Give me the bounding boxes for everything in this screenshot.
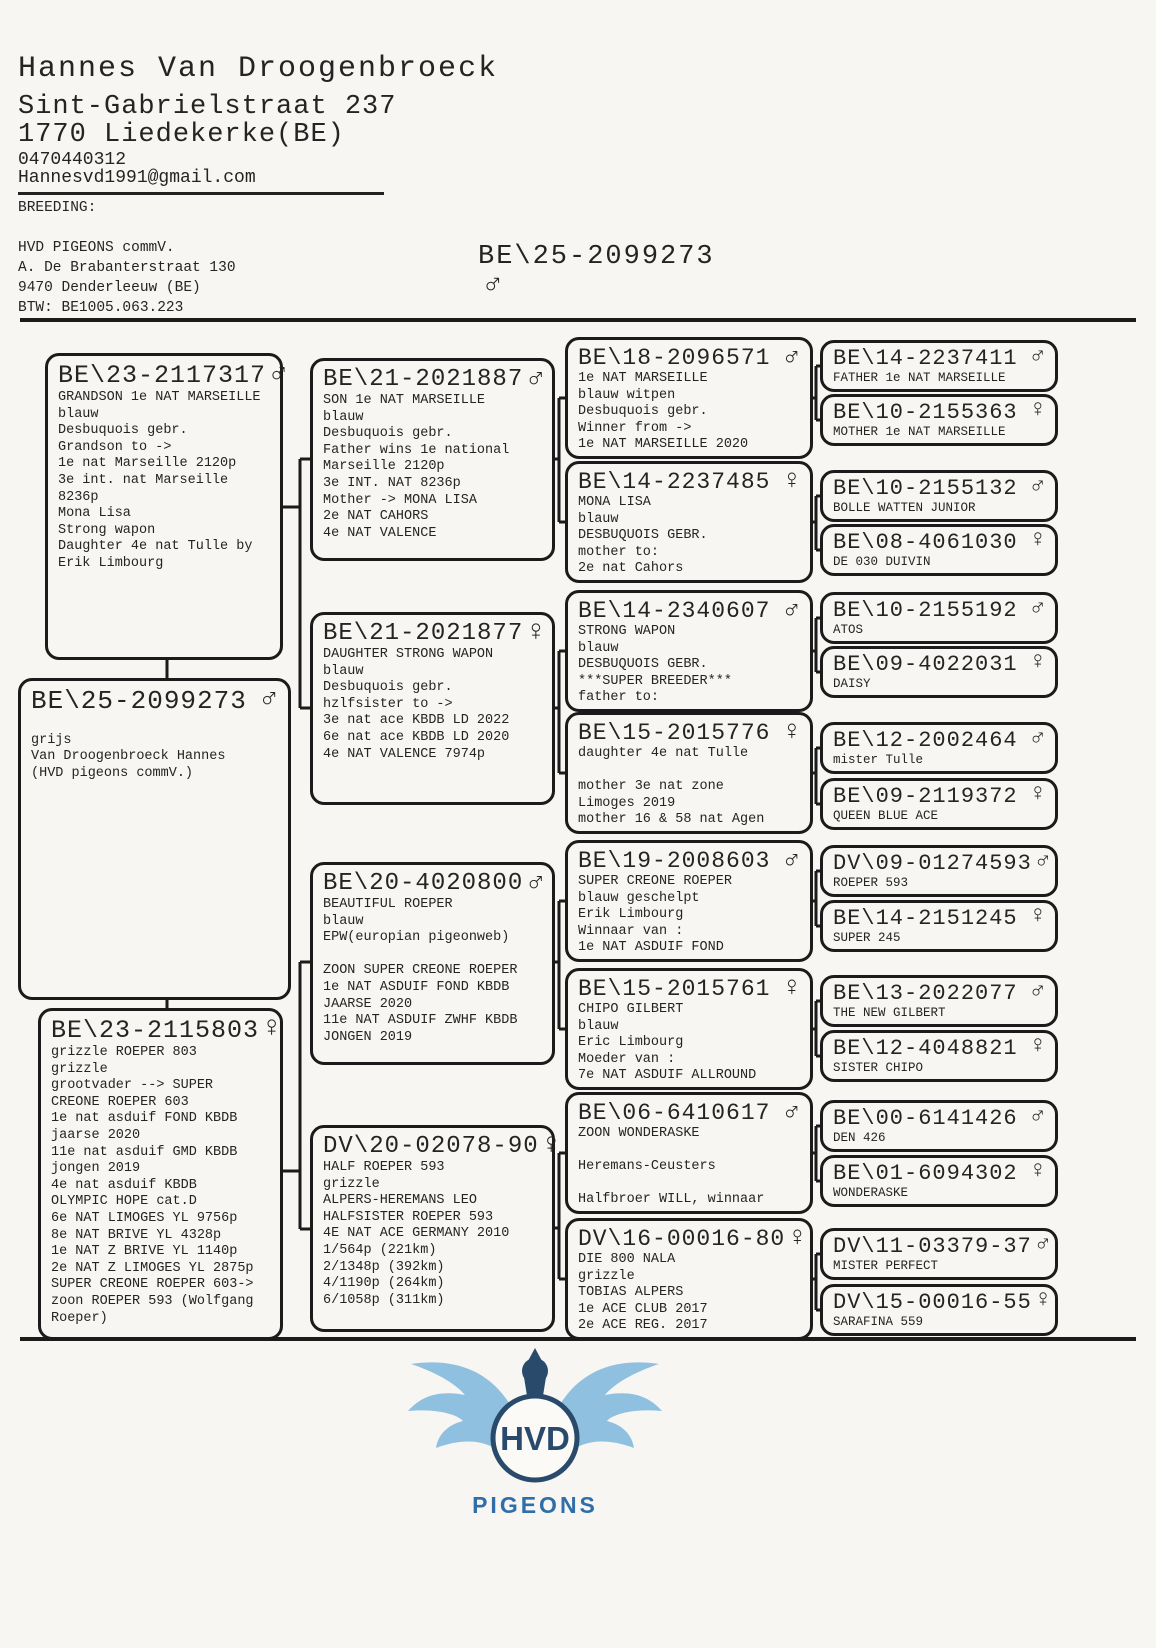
pedigree-box-gen3: [565, 461, 813, 583]
box-line: hzlfsister to ->: [323, 696, 453, 712]
box-line: 4e NAT VALENCE 7974p: [323, 746, 486, 762]
box-line: Desbuquois gebr.: [578, 404, 708, 420]
box-line: 4/1190p (264km): [323, 1276, 445, 1292]
female-icon: ♀: [1030, 1158, 1045, 1185]
pedigree-box-gen3: [565, 1218, 813, 1340]
female-icon: ♀: [783, 718, 800, 748]
ring-number: BE\19-2008603: [578, 848, 771, 874]
ring-number: BE\10-2155363: [833, 400, 1018, 425]
female-icon: ♀: [527, 616, 545, 649]
ring-number: BE\08-4061030: [833, 530, 1018, 555]
box-line: ZOON SUPER CREONE ROEPER: [323, 963, 518, 979]
box-line: grizzle ROEPER 803: [51, 1045, 197, 1060]
box-line: blauw: [578, 1018, 619, 1034]
box-line: 2e ACE REG. 2017: [578, 1318, 708, 1334]
ring-number: BE\12-4048821: [833, 1036, 1018, 1061]
box-line: 3e nat ace KBDB LD 2022: [323, 713, 510, 729]
box-line: Mother -> MONA LISA: [323, 492, 477, 508]
pedigree-box-mother: [38, 1008, 283, 1340]
pedigree-box-gen3: [565, 840, 813, 962]
box-line: OLYMPIC HOPE cat.D: [51, 1194, 197, 1210]
ring-number: BE\12-2002464: [833, 728, 1018, 753]
box-line: 4e NAT VALENCE: [323, 525, 437, 541]
box-line: GRANDSON 1e NAT MARSEILLE: [58, 390, 261, 405]
female-icon: ♀: [1030, 1033, 1045, 1060]
box-line: mother 3e nat zone: [578, 779, 724, 795]
pedigree-box-gen2: [310, 612, 555, 805]
ring-number: DV\20-02078-90: [323, 1133, 539, 1160]
box-line: HALF ROEPER 593: [323, 1160, 445, 1175]
pedigree-box-gen4: [820, 340, 1058, 392]
box-line: 1e NAT Z BRIVE YL 1140p: [51, 1244, 238, 1260]
box-line: 4e nat asduif KBDB: [51, 1177, 197, 1193]
box-line: blauw: [578, 640, 619, 656]
box-line: 8e NAT BRIVE YL 4328p: [51, 1227, 222, 1243]
box-line: [578, 1176, 800, 1193]
box-line: blauw: [58, 406, 99, 422]
box-line: father to:: [578, 690, 660, 706]
ring-number: BE\10-2155192: [833, 598, 1018, 623]
company-block: [18, 238, 236, 318]
pedigree-box-gen3: [565, 590, 813, 712]
box-subtitle: DE 030 DUIVIN: [833, 555, 931, 569]
pedigree-box-gen4: [820, 900, 1058, 952]
female-icon: ♀: [1030, 649, 1045, 676]
top-divider: [20, 318, 1136, 322]
box-line: 1/564p (221km): [323, 1242, 437, 1258]
box-line: [578, 1143, 800, 1160]
pedigree-box-gen4: [820, 845, 1058, 897]
male-icon: ♂: [1030, 343, 1045, 370]
female-icon: ♀: [1030, 903, 1045, 930]
pedigree-box-gen4: [820, 1284, 1058, 1336]
pedigree-box-gen4: [820, 975, 1058, 1027]
box-line: CREONE ROEPER 603: [51, 1094, 189, 1110]
ring-number: DV\16-00016-80: [578, 1226, 786, 1252]
box-line: 6/1058p (311km): [323, 1292, 445, 1308]
box-line: JAARSE 2020: [323, 996, 413, 1012]
box-subtitle: WONDERASKE: [833, 1186, 909, 1200]
box-line: 2/1348p (392km): [323, 1259, 445, 1275]
ring-number: BE\23-2115803: [51, 1016, 260, 1045]
box-line: Eric Limbourg: [578, 1035, 684, 1051]
box-subtitle: SARAFINA 559: [833, 1315, 924, 1329]
box-subtitle: MISTER PERFECT: [833, 1259, 939, 1273]
ring-number: BE\21-2021887: [323, 366, 524, 393]
box-subtitle: THE NEW GILBERT: [833, 1006, 946, 1020]
box-line: mother 16 & 58 nat Agen: [578, 812, 765, 828]
pedigree-box-gen2: [310, 862, 555, 1065]
box-line: SUPER CREONE ROEPER: [578, 874, 732, 889]
hvd-pigeons-logo: [395, 1338, 675, 1538]
logo-text: HVD: [500, 1420, 570, 1457]
pedigree-box-gen4: [820, 470, 1058, 522]
male-icon: ♂: [783, 596, 800, 626]
box-line: [578, 763, 800, 780]
email-underline: [18, 192, 384, 195]
ring-number: BE\20-4020800: [323, 870, 524, 897]
ring-number: BE\06-6410617: [578, 1100, 771, 1126]
box-line: CHIPO GILBERT: [578, 1002, 684, 1017]
male-icon: ♂: [1030, 1103, 1045, 1130]
box-line: 1e NAT ASDUIF FOND KBDB: [323, 979, 510, 995]
box-line: BEAUTIFUL ROEPER: [323, 897, 453, 912]
box-line: grijs: [31, 732, 72, 748]
male-icon: ♂: [783, 343, 800, 373]
male-icon: ♂: [783, 846, 800, 876]
box-line: [31, 716, 278, 733]
female-icon: ♀: [1035, 1287, 1051, 1314]
box-line: (HVD pigeons commV.): [31, 765, 194, 781]
box-line: Erik Limbourg: [578, 907, 684, 923]
company-line: BTW: BE1005.063.223: [18, 300, 184, 316]
male-icon: ♂: [1030, 595, 1045, 622]
box-subtitle: ROEPER 593: [833, 876, 909, 890]
ring-number: BE\15-2015776: [578, 720, 771, 746]
pedigree-box-subject: [18, 678, 291, 1000]
ring-number: BE\25-2099273: [31, 686, 247, 716]
female-icon: ♀: [542, 1129, 561, 1162]
box-line: MONA LISA: [578, 495, 651, 510]
box-line: [323, 947, 542, 964]
ring-number: BE\01-6094302: [833, 1161, 1018, 1186]
male-icon: ♂: [1035, 1231, 1051, 1258]
box-line: Grandson to ->: [58, 439, 172, 455]
pedigree-box-gen4: [820, 592, 1058, 644]
box-line: 7e NAT ASDUIF ALLROUND: [578, 1068, 757, 1084]
ring-number: BE\18-2096571: [578, 345, 771, 371]
male-icon: ♂: [1030, 725, 1045, 752]
box-line: 1e ACE CLUB 2017: [578, 1301, 708, 1317]
box-line: grizzle: [323, 1176, 380, 1192]
box-line: 2e nat Cahors: [578, 561, 684, 577]
header-email: Hannesvd1991@gmail.com: [18, 168, 256, 188]
box-line: 3e int. nat Marseille: [58, 472, 229, 488]
box-line: DIE 800 NALA: [578, 1252, 676, 1267]
box-line: 11e NAT ASDUIF ZWHF KBDB: [323, 1013, 518, 1029]
box-line: 1e NAT ASDUIF FOND: [578, 940, 724, 956]
header-address-1: Sint-Gabrielstraat 237: [18, 92, 397, 122]
box-line: blauw: [323, 663, 364, 679]
pedigree-box-gen3: [565, 337, 813, 459]
male-icon: ♂: [783, 1098, 800, 1128]
box-line: jongen 2019: [51, 1161, 141, 1177]
box-line: SUPER CREONE ROEPER 603->: [51, 1277, 254, 1293]
ring-number: BE\14-2151245: [833, 906, 1018, 931]
male-icon: ♂: [527, 362, 545, 395]
pedigree-box-gen4: [820, 1228, 1058, 1280]
box-line: 11e nat asduif GMD KBDB: [51, 1144, 238, 1160]
pedigree-box-gen2: [310, 1125, 561, 1332]
male-icon: ♂: [1035, 848, 1051, 875]
box-line: zoon ROEPER 593 (Wolfgang: [51, 1293, 254, 1309]
box-line: 1e NAT MARSEILLE: [578, 371, 708, 386]
box-line: ***SUPER BREEDER***: [578, 673, 732, 689]
box-line: 1e nat Marseille 2120p: [58, 456, 237, 472]
pedigree-box-gen4: [820, 1100, 1058, 1152]
box-line: JONGEN 2019: [323, 1029, 413, 1045]
male-icon: ♂: [1030, 473, 1045, 500]
box-line: 8236p: [58, 489, 99, 505]
box-line: 1e nat asduif FOND KBDB: [51, 1111, 238, 1127]
ring-number: DV\09-01274593: [833, 851, 1032, 876]
box-line: EPW(europian pigeonweb): [323, 930, 510, 946]
main-ring-number: BE\25-2099273: [478, 242, 715, 272]
box-line: 6e nat ace KBDB LD 2020: [323, 729, 510, 745]
box-line: blauw: [323, 409, 364, 425]
company-line: A. De Brabanterstraat 130: [18, 260, 236, 276]
box-line: blauw: [578, 511, 619, 527]
box-line: Desbuquois gebr.: [323, 680, 453, 696]
box-line: HALFSISTER ROEPER 593: [323, 1209, 494, 1225]
header-address-2: 1770 Liedekerke(BE): [18, 120, 345, 150]
box-line: jaarse 2020: [51, 1127, 141, 1143]
box-line: ALPERS-HEREMANS LEO: [323, 1193, 477, 1209]
breeding-label: BREEDING:: [18, 200, 97, 216]
ring-number: BE\14-2340607: [578, 598, 771, 624]
box-line: Desbuquois gebr.: [323, 426, 453, 442]
box-line: 3e INT. NAT 8236p: [323, 475, 461, 491]
female-icon: ♀: [789, 1224, 806, 1254]
box-line: ZOON WONDERASKE: [578, 1126, 700, 1141]
female-icon: ♀: [263, 1012, 281, 1045]
box-line: grizzle: [578, 1268, 635, 1284]
ring-number: BE\23-2117317: [58, 361, 267, 390]
box-line: 6e NAT LIMOGES YL 9756p: [51, 1210, 238, 1226]
box-line: blauw geschelpt: [578, 890, 700, 906]
box-line: blauw witpen: [578, 387, 676, 403]
pedigree-box-gen4: [820, 778, 1058, 830]
box-line: Desbuquois gebr.: [58, 423, 188, 439]
box-subtitle: DAISY: [833, 677, 871, 691]
ring-number: BE\14-2237485: [578, 469, 771, 495]
box-line: Heremans-Ceusters: [578, 1159, 716, 1175]
box-line: 2e NAT Z LIMOGES YL 2875p: [51, 1260, 254, 1276]
box-line: Winner from ->: [578, 420, 692, 436]
box-line: Daughter 4e nat Tulle by: [58, 539, 253, 555]
box-line: Mona Lisa: [58, 506, 131, 522]
box-line: Winnaar van :: [578, 923, 684, 939]
box-line: Roeper): [51, 1310, 108, 1326]
ring-number: BE\09-2119372: [833, 784, 1018, 809]
female-icon: ♀: [1030, 527, 1045, 554]
box-line: Limoges 2019: [578, 795, 676, 811]
box-subtitle: DEN 426: [833, 1131, 886, 1145]
pedigree-box-gen4: [820, 646, 1058, 698]
box-line: Strong wapon: [58, 522, 156, 538]
header-phone: 0470440312: [18, 150, 127, 170]
pedigree-box-father: [45, 353, 288, 660]
header-name: Hannes Van Droogenbroeck: [18, 52, 499, 86]
box-line: grizzle: [51, 1061, 108, 1077]
box-subtitle: mister Tulle: [833, 753, 924, 767]
logo-subtext: PIGEONS: [472, 1492, 598, 1518]
box-line: Marseille 2120p: [323, 459, 445, 475]
box-line: TOBIAS ALPERS: [578, 1285, 684, 1301]
pedigree-box-gen4: [820, 722, 1058, 774]
pedigree-box-gen4: [820, 1030, 1058, 1082]
box-line: 2e NAT CAHORS: [323, 509, 429, 525]
female-icon: ♀: [1030, 781, 1045, 808]
company-line: 9470 Denderleeuw (BE): [18, 280, 201, 296]
ring-number: DV\15-00016-55: [833, 1290, 1032, 1315]
ring-number: BE\21-2021877: [323, 620, 524, 647]
ring-number: BE\14-2237411: [833, 346, 1018, 371]
male-icon: ♂: [484, 268, 503, 302]
ring-number: BE\09-4022031: [833, 652, 1018, 677]
box-line: Van Droogenbroeck Hannes: [31, 749, 226, 765]
box-subtitle: BOLLE WATTEN JUNIOR: [833, 501, 976, 515]
pedigree-box-gen4: [820, 1155, 1058, 1207]
female-icon: ♀: [783, 467, 800, 497]
box-subtitle: FATHER 1e NAT MARSEILLE: [833, 371, 1006, 385]
box-line: DAUGHTER STRONG WAPON: [323, 647, 494, 662]
pedigree-box-gen4: [820, 524, 1058, 576]
male-icon: ♂: [527, 866, 545, 899]
box-line: STRONG WAPON: [578, 624, 676, 639]
pedigree-box-gen3: [565, 712, 813, 834]
box-subtitle: MOTHER 1e NAT MARSEILLE: [833, 425, 1006, 439]
ring-number: BE\15-2015761: [578, 976, 771, 1002]
box-subtitle: ATOS: [833, 623, 864, 637]
female-icon: ♀: [1030, 397, 1045, 424]
box-line: blauw: [323, 913, 364, 929]
box-line: daughter 4e nat Tulle: [578, 746, 749, 761]
box-line: DESBUQUOIS GEBR.: [578, 528, 708, 544]
box-line: 4E NAT ACE GERMANY 2010: [323, 1226, 510, 1242]
ring-number: BE\00-6141426: [833, 1106, 1018, 1131]
female-icon: ♀: [783, 974, 800, 1004]
box-line: 1e NAT MARSEILLE 2020: [578, 437, 749, 453]
box-line: SON 1e NAT MARSEILLE: [323, 393, 486, 408]
ring-number: DV\11-03379-37: [833, 1234, 1032, 1259]
box-subtitle: QUEEN BLUE ACE: [833, 809, 939, 823]
box-line: Father wins 1e national: [323, 442, 510, 458]
male-icon: ♂: [1030, 978, 1045, 1005]
male-icon: ♂: [270, 357, 288, 390]
company-line: HVD PIGEONS commV.: [18, 240, 175, 256]
pedigree-box-gen3: [565, 968, 813, 1090]
ring-number: BE\13-2022077: [833, 981, 1018, 1006]
box-line: Halfbroer WILL, winnaar: [578, 1192, 765, 1208]
box-line: mother to:: [578, 544, 660, 560]
male-icon: ♂: [260, 682, 278, 715]
box-line: Erik Limbourg: [58, 555, 164, 571]
box-subtitle: SUPER 245: [833, 931, 901, 945]
box-line: Moeder van :: [578, 1051, 676, 1067]
pedigree-box-gen2: [310, 358, 555, 561]
ring-number: BE\10-2155132: [833, 476, 1018, 501]
pedigree-box-gen4: [820, 394, 1058, 446]
box-line: grootvader --> SUPER: [51, 1078, 214, 1094]
box-subtitle: SISTER CHIPO: [833, 1061, 924, 1075]
box-line: DESBUQUOIS GEBR.: [578, 657, 708, 673]
pedigree-box-gen3: [565, 1092, 813, 1214]
